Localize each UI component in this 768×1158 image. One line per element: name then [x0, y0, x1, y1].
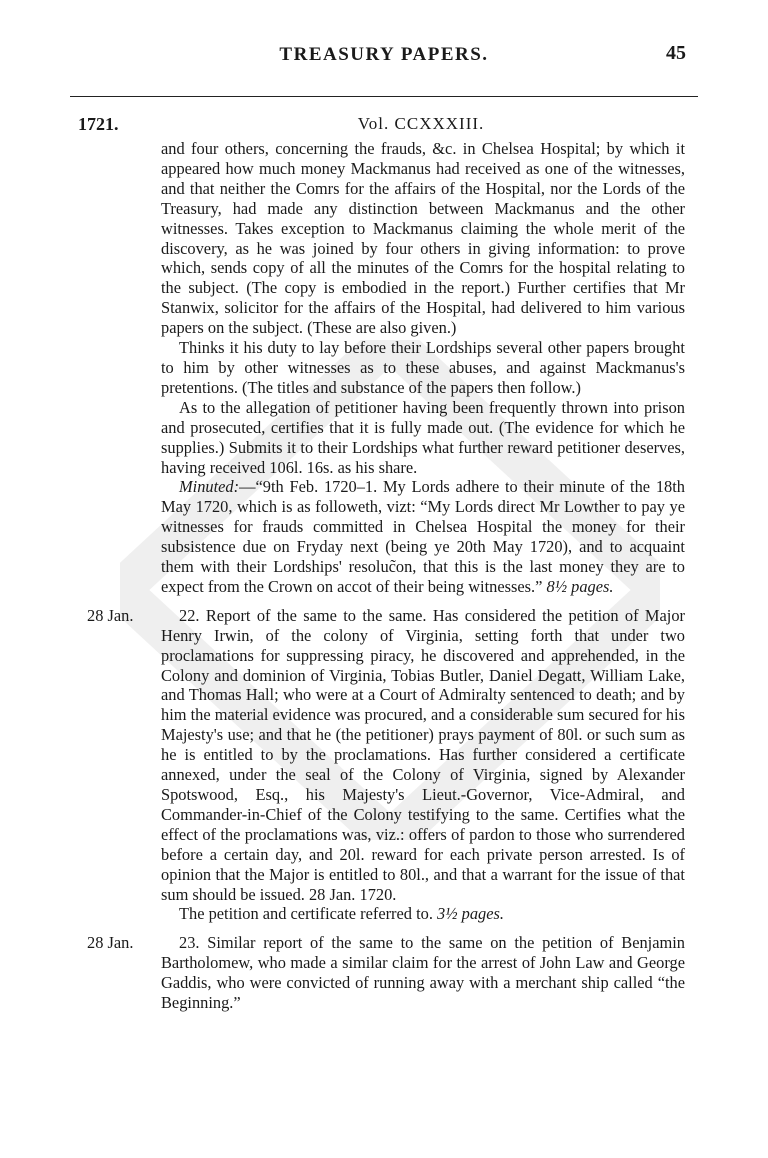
minute-paragraph — [161, 477, 685, 596]
volume-heading: Vol. CCXXXIII. — [357, 114, 485, 133]
paragraph: Thinks it his duty to lay before their Lordships several other papers brought to him by other witnesses as to these abuses, and against Mackmanus's pretentions. (The titles and substance of the papers then follow.) — [161, 338, 685, 397]
page-count: 3½ pages. — [437, 904, 504, 924]
paragraph: 22. Report of the same to the same. Has considered the petition of Major Henry Irwin, of the colony of Virginia, setting forth that under two proclamations for suppressing piracy, he discovered and apprehended, in the Colony and dominion of Virginia, Tobias Butler, Daniel Degatt, William Lake, and Thomas Hall; who were at a Court of Admiralty sentenced to death; and by him the material evidence was procured, and a considerable sum secured for his Majesty's use; and that he (the petitioner) prays payment of 80l. or such sum as he is entitled to by the proclamations. Has further considered a certificate annexed, under the seal of the Colony of Virginia, signed by Alexander Spotswood, Esq., his Majesty's Lieut.-Governor, Vice-Admiral, and Commander-in-Chief of the Colony testifying to the same. Certifies what the effect of the proclamations was, viz.: offers of pardon to those who surrendered before a certain day, and 20l. reward for each private person arrested. Is of opinion that the Major is entitled to 80l., and that a warrant for the issue of that sum should be issued. 28 Jan. 1720. — [161, 605, 685, 904]
entry-23 — [87, 933, 685, 1013]
paragraph: 23. Similar report of the same to the same on the petition of Benjamin Bartholomew, who made a similar claim for the arrest of John Law and George Gaddis, who were convicted of running away with a merchant ship called “the Beginning.” — [161, 933, 685, 1013]
entry-date: 28 Jan. — [87, 605, 134, 625]
page-count: 8½ pages. — [546, 576, 614, 596]
header-rule — [70, 96, 698, 97]
paragraph: As to the allegation of petitioner having been frequently thrown into prison and prosecuted, certifies that it is fully made out. (The evidence for which he supplies.) Submits it to their Lordships what further reward petitioner deserves, having received 106l. 16s. as his share. — [161, 397, 685, 477]
minute-label: Minuted: — [179, 477, 240, 497]
minute-text: —“9th Feb. 1720–1. My Lords adhere to their minute of the 18th May 1720, which is as followeth, vizt: “My Lords direct Mr Lowther to pay ye witnesses for frauds committed in Chelsea Hospital the money for their subsistence due on Fryday next (being ye 20th May 1720), and to acquaint them with their Lordships' resoluc̃on, that this is the last money they are to expect from the Crown on accot of their being witnesses.” — [161, 477, 685, 596]
margin-year: 1721. — [78, 114, 119, 134]
page-number: 45 — [666, 42, 686, 64]
document-body — [87, 139, 685, 1013]
note-paragraph — [161, 904, 685, 924]
entry-continued — [161, 139, 685, 597]
paragraph: and four others, concerning the frauds, &c. in Chelsea Hospital; by which it appeared how much money Mackmanus had received as one of the witnesses, and that neither the Comrs for the affairs of the Hospital, nor the Lords of the Treasury, had made any distinction between Mackmanus and the other witnesses. Takes exception to Mackmanus claiming the whole merit of the discovery, as he was joined by four others in giving information: to prove which, sends copy of all the minutes of the Comrs for the hospital relating to the subject. (The copy is embodied in the report.) Further certifies that Mr Stanwix, solicitor for the affairs of the Hospital, had delivered to him various papers on the subject. (These are also given.) — [161, 139, 685, 338]
running-title: TREASURY PAPERS. — [279, 44, 489, 65]
entry-22 — [87, 605, 685, 925]
page-header — [0, 44, 768, 74]
note-text: The petition and certificate referred to. — [179, 904, 433, 924]
entry-date: 28 Jan. — [87, 933, 134, 953]
